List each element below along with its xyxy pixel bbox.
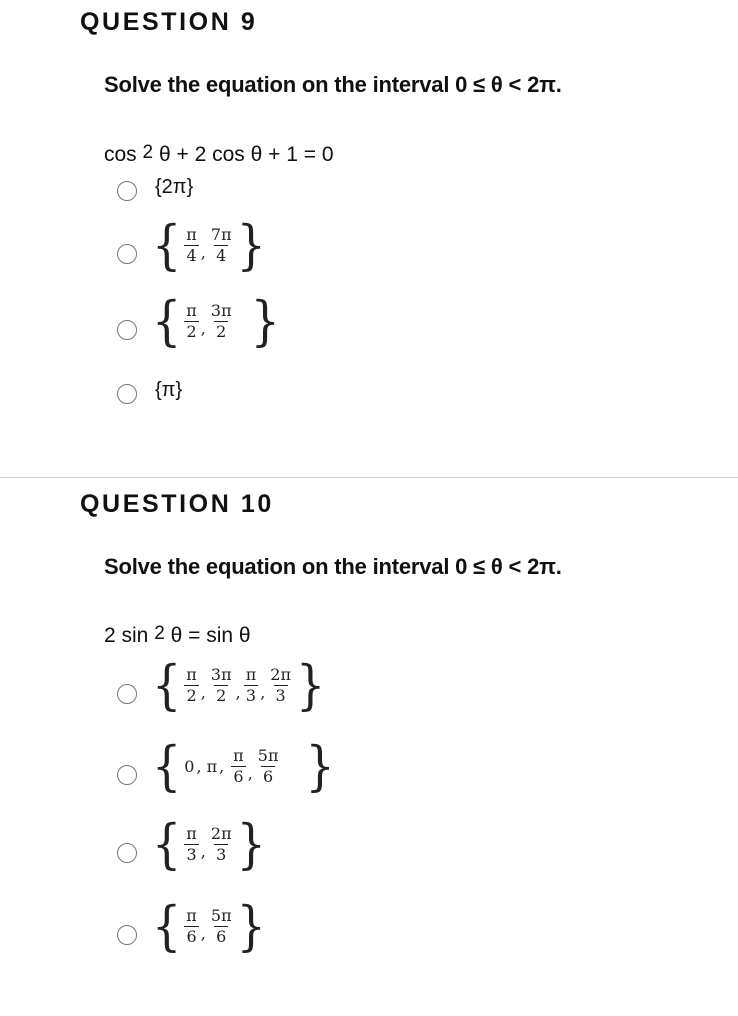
open-brace: { (152, 812, 182, 876)
fraction: $\frac{3\pi}{2}$ (210, 664, 232, 705)
fraction: $\frac{\pi}{4}$ (186, 224, 197, 265)
open-brace: { (152, 734, 182, 798)
q9-option-1-radio[interactable] (117, 181, 137, 201)
q9-option-2-label[interactable]: { $\frac{\pi}{4}$ , $\frac{7\pi}{4}$ } (152, 213, 266, 277)
open-brace: { (152, 289, 182, 353)
fraction: $\frac{5\pi}{6}$ (257, 745, 279, 786)
question-10-prompt: Solve the equation on the interval 0 ≤ θ < 2π. (104, 554, 562, 579)
open-brace: { (152, 653, 182, 717)
question-10-title: QUESTION 10 (80, 490, 274, 518)
close-brace: } (236, 213, 266, 277)
q9-option-1-label[interactable]: {2π} (155, 176, 194, 198)
fraction: $\frac{2\pi}{3}$ (210, 823, 232, 864)
fraction: $\frac{2\pi}{3}$ (270, 664, 291, 705)
q10-option-4-radio[interactable] (117, 925, 137, 945)
q9-option-3-label[interactable]: { $\frac{\pi}{2}$ , $\frac{3\pi}{2}$ } (152, 289, 280, 353)
q9-option-2-radio[interactable] (117, 244, 137, 264)
q9-option-4-label[interactable]: {π} (155, 379, 183, 401)
close-brace: } (296, 653, 326, 717)
fraction: $\frac{5\pi}{6}$ (210, 905, 232, 946)
q10-option-2-label[interactable]: { 0 , π , $\frac{\pi}{6}$ , $\frac{5\pi}{6}$ } (152, 734, 335, 798)
question-9-equation (104, 143, 334, 167)
fraction: $\frac{3\pi}{2}$ (210, 300, 232, 341)
question-9-title: QUESTION 9 (80, 8, 258, 36)
question-9-prompt: Solve the equation on the interval 0 ≤ θ < 2π. (104, 72, 562, 97)
equation-rest: θ = sin θ (170, 624, 251, 647)
q10-option-2-radio[interactable] (117, 765, 137, 785)
fraction: $\frac{\pi}{2}$ (186, 300, 197, 341)
close-brace: } (236, 812, 266, 876)
close-brace: } (250, 289, 280, 353)
equation-lead: cos (104, 143, 137, 166)
open-brace: { (152, 213, 182, 277)
question-divider (0, 477, 738, 478)
equation-rest: θ + 2 cos θ + 1 = 0 (158, 143, 334, 166)
q10-option-3-radio[interactable] (117, 843, 137, 863)
fraction: $\frac{\pi}{3}$ (245, 664, 257, 705)
fraction: $\frac{\pi}{6}$ (233, 745, 244, 786)
q9-option-4-radio[interactable] (117, 384, 137, 404)
equation-exponent: 2 (142, 142, 154, 163)
fraction: $\frac{7\pi}{4}$ (210, 224, 232, 265)
close-brace: } (236, 894, 266, 958)
q10-option-4-label[interactable]: { $\frac{\pi}{6}$ , $\frac{5\pi}{6}$ } (152, 894, 266, 958)
q10-option-1-label[interactable]: { $\frac{\pi}{2}$ , $\frac{3\pi}{2}$ , $\frac{\pi}{3}$ , $\frac{2\pi}{3}$ } (152, 653, 326, 717)
fraction: $\frac{\pi}{6}$ (186, 905, 197, 946)
open-brace: { (152, 894, 182, 958)
equation-exponent: 2 (154, 623, 165, 644)
fraction: $\frac{\pi}{2}$ (186, 664, 197, 705)
fraction: $\frac{\pi}{3}$ (186, 823, 197, 864)
q10-option-3-label[interactable]: { $\frac{\pi}{3}$ , $\frac{2\pi}{3}$ } (152, 812, 266, 876)
equation-lead: 2 sin (104, 624, 149, 647)
q9-option-3-radio[interactable] (117, 320, 137, 340)
q10-option-1-radio[interactable] (117, 684, 137, 704)
question-10-equation (104, 624, 251, 648)
close-brace: } (305, 734, 335, 798)
